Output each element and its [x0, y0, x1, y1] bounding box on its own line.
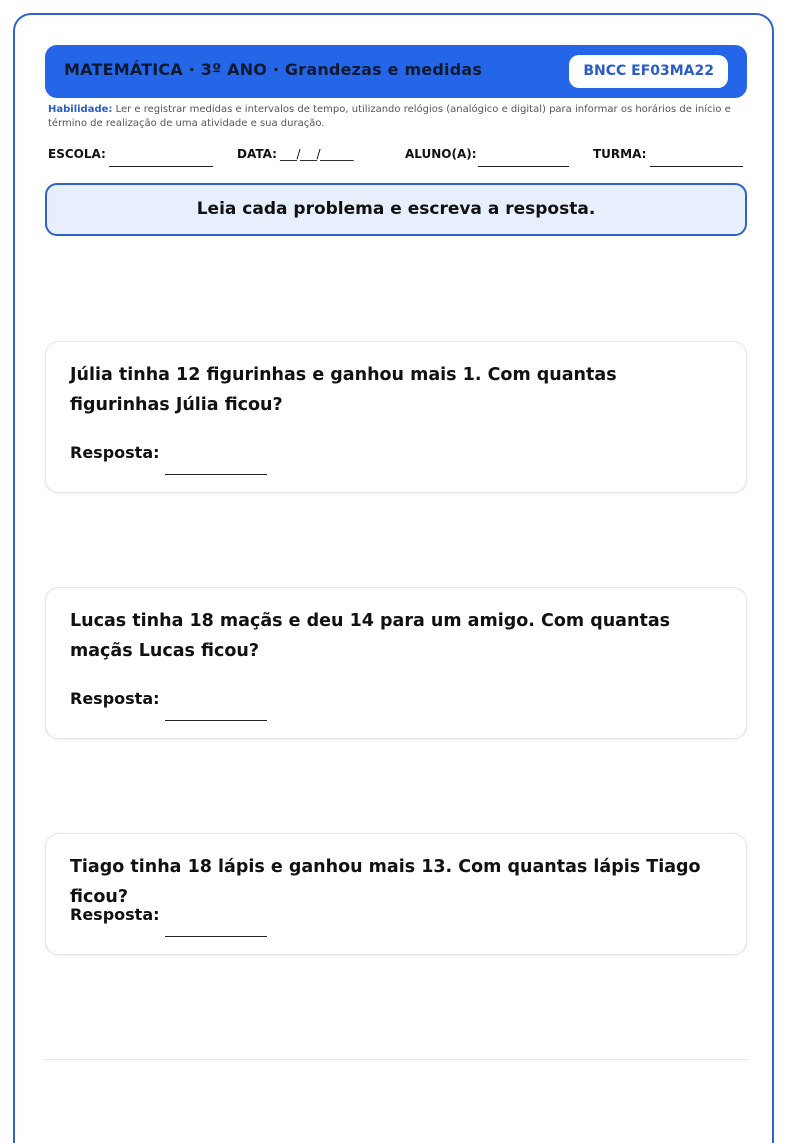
answer-input-line[interactable]	[165, 474, 267, 475]
bncc-code-badge: BNCC EF03MA22	[569, 55, 728, 88]
problem-text: Lucas tinha 18 maçãs e deu 14 para um amigo. Com quantas maçãs Lucas ficou?	[70, 611, 671, 661]
skill-description	[48, 103, 738, 131]
problem-text: Júlia tinha 12 figurinhas e ganhou mais 1. Com quantas figurinhas Júlia ficou?	[70, 365, 617, 415]
answer-label: Resposta:	[70, 689, 160, 708]
skill-text: Ler e registrar medidas e intervalos de tempo, utilizando relógios (analógico e digital) para informar os horários de início e término de realização de uma atividade e sua duração.	[48, 104, 731, 129]
student-input-line[interactable]	[478, 166, 569, 167]
problem-card-2	[45, 587, 747, 739]
answer-label: Resposta:	[70, 905, 160, 924]
date-label: DATA:	[237, 147, 277, 161]
answer-label: Resposta:	[70, 443, 160, 462]
school-input-line[interactable]	[109, 166, 213, 167]
worksheet-header	[45, 45, 747, 98]
instructions-banner: Leia cada problema e escreva a resposta.	[45, 183, 747, 236]
problem-card-3	[45, 833, 747, 955]
student-label: ALUNO(A):	[405, 147, 477, 161]
answer-input-line[interactable]	[165, 936, 267, 937]
school-label: ESCOLA:	[48, 147, 106, 161]
worksheet-title: MATEMÁTICA · 3º ANO · Grandezas e medidas	[64, 60, 483, 79]
class-input-line[interactable]	[650, 166, 743, 167]
problem-card-1	[45, 341, 747, 493]
skill-label: Habilidade:	[48, 104, 113, 115]
footer-divider	[45, 1059, 747, 1060]
answer-input-line[interactable]	[165, 720, 267, 721]
problem-text: Tiago tinha 18 lápis e ganhou mais 13. Com quantas lápis Tiago ficou?	[70, 857, 701, 907]
date-input-line[interactable]: ___/___/______	[280, 147, 354, 161]
class-label: TURMA:	[593, 147, 647, 161]
